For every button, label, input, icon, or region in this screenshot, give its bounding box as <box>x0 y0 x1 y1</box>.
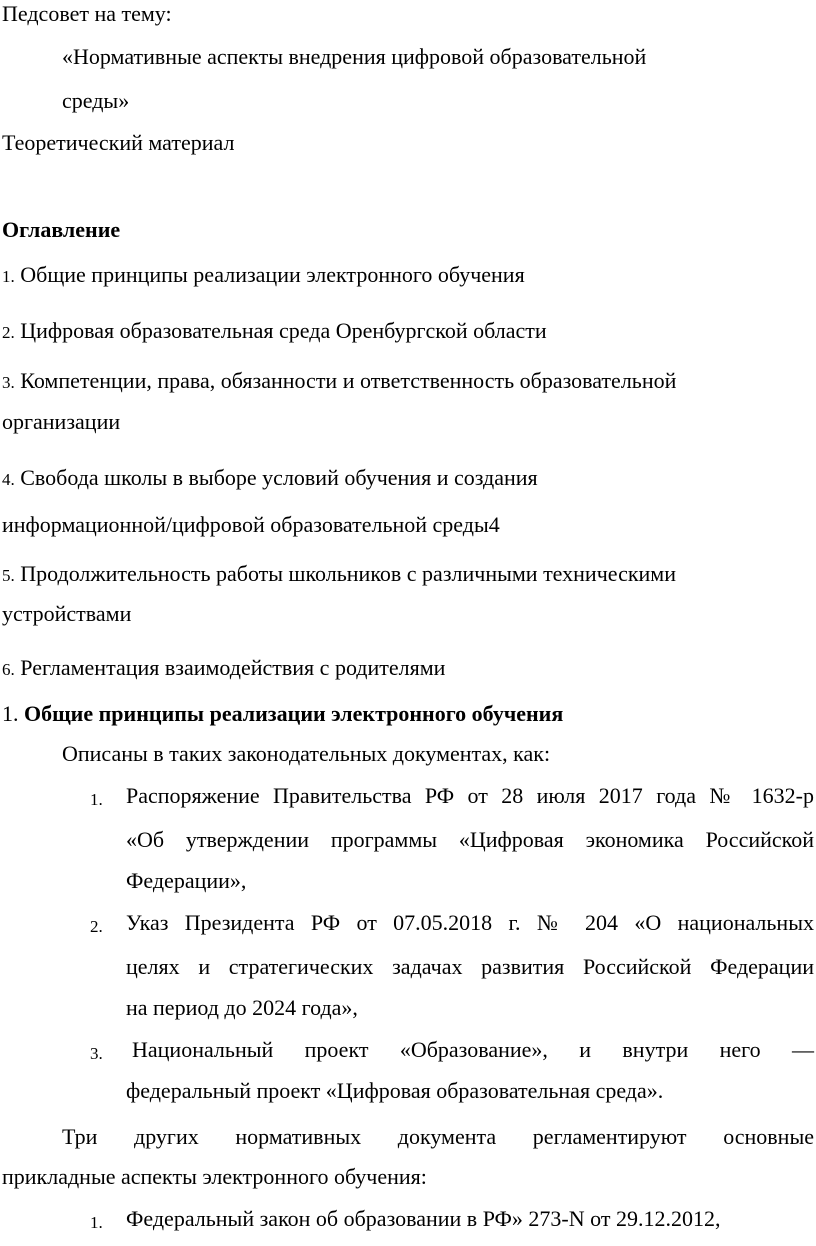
doc-3-number: 3. <box>90 1044 103 1063</box>
doc-2-line-1: Указ Президента РФ от 07.05.2018 г. № 204 «О национальных <box>126 910 814 935</box>
toc-item-text: Продолжительность работы школьников с различными техническими <box>20 561 677 586</box>
toc-item-number: 1. <box>2 267 15 286</box>
doc-1-number: 1. <box>90 790 103 809</box>
section-1-heading <box>2 700 563 728</box>
toc-item-text: Компетенции, права, обязанности и ответственность образовательной <box>20 368 677 393</box>
toc-item-text: Регламентация взаимодействия с родителями <box>20 655 446 680</box>
material-label: Теоретический материал <box>2 130 235 155</box>
toc-title: Оглавление <box>2 217 121 242</box>
toc-item-3 <box>2 367 676 397</box>
toc-item-6 <box>2 654 445 684</box>
toc-item-text: Общие принципы реализации электронного обучения <box>20 262 525 287</box>
doc-3-line-2: федеральный проект «Цифровая образовательная среда». <box>126 1078 664 1103</box>
section-1-intro: Описаны в таких законодательных документах, как: <box>62 741 551 766</box>
doc-1-line-3: Федерации», <box>126 868 247 893</box>
toc-item-2 <box>2 317 547 347</box>
topic-line-2: среды» <box>62 88 130 113</box>
toc-item-number: 6. <box>2 660 15 679</box>
toc-item-1 <box>2 261 525 291</box>
toc-item-4-cont: информационной/цифровой образовательной среды4 <box>2 512 500 537</box>
doc-2-line-3: на период до 2024 года», <box>126 995 358 1020</box>
doc2-1-line-1: Федеральный закон об образовании в РФ» 273-N от 29.12.2012, <box>126 1206 721 1231</box>
toc-item-number: 5. <box>2 566 15 585</box>
toc-item-5-cont: устройствами <box>2 601 132 626</box>
doc-1-line-1: Распоряжение Правительства РФ от 28 июля 2017 года № 1632-р <box>126 783 814 808</box>
doc-2-number: 2. <box>90 917 103 936</box>
para-2-line-1: Три других нормативных документа регламентируют основные <box>62 1124 814 1149</box>
meeting-heading: Педсовет на тему: <box>2 1 172 26</box>
doc2-1-number: 1. <box>90 1213 103 1232</box>
toc-item-5 <box>2 560 676 590</box>
doc-1-line-2: «Об утверждении программы «Цифровая экономика Российской <box>126 827 814 852</box>
doc-3-line-1: Национальный проект «Образование», и внутри него — <box>132 1037 814 1062</box>
para-2-line-2: прикладные аспекты электронного обучения: <box>2 1164 427 1189</box>
toc-item-4 <box>2 464 538 494</box>
toc-item-3-cont: организации <box>2 409 121 434</box>
toc-item-number: 4. <box>2 470 15 489</box>
toc-item-number: 2. <box>2 323 15 342</box>
section-title: Общие принципы реализации электронного обучения <box>24 701 564 726</box>
toc-item-text: Свобода школы в выборе условий обучения и создания <box>20 465 538 490</box>
doc-2-line-2: целях и стратегических задачах развития Российской Федерации <box>126 954 814 979</box>
toc-item-text: Цифровая образовательная среда Оренбургской области <box>20 318 547 343</box>
topic-line-1: «Нормативные аспекты внедрения цифровой образовательной <box>62 44 647 69</box>
toc-item-number: 3. <box>2 373 15 392</box>
section-number: 1. <box>2 701 19 726</box>
